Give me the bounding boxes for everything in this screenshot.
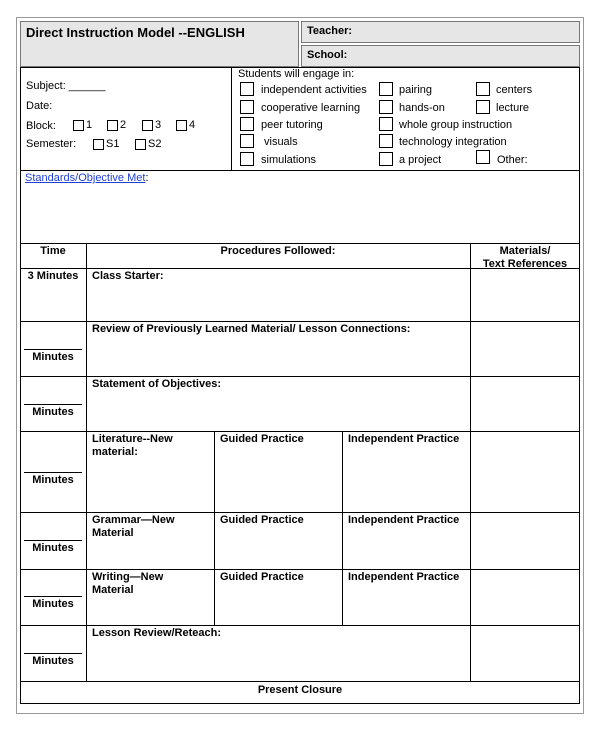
semester-s1-label: S1 — [106, 138, 120, 150]
standards-link-text[interactable]: Standards/Objective Met — [25, 172, 146, 184]
literature-label-line2: material: — [92, 446, 138, 458]
engage-option: a project — [399, 154, 442, 166]
whole-group-instruction-checkbox[interactable] — [379, 117, 393, 131]
row-divider — [20, 681, 580, 682]
engage-option: simulations — [261, 154, 317, 166]
minutes-blank-line[interactable] — [24, 596, 82, 597]
review-label: Review of Previously Learned Material/ Lesson Connections: — [92, 323, 411, 335]
minutes-blank-line[interactable] — [24, 472, 82, 473]
engage-heading: Students will engage in: — [238, 68, 355, 80]
header-row — [20, 21, 580, 67]
time-column-divider — [86, 243, 87, 681]
materials-header-line2: Text References — [482, 258, 568, 270]
engage-option: pairing — [399, 84, 433, 96]
engage-option: whole group instruction — [399, 119, 513, 131]
engage-option: lecture — [496, 102, 530, 114]
class-starter-time: 3 Minutes — [27, 270, 79, 282]
block-4-label: 4 — [189, 119, 196, 131]
hands-on-checkbox[interactable] — [379, 100, 393, 114]
engage-option: visuals — [264, 136, 298, 148]
standards-objective-link[interactable] — [25, 172, 149, 185]
present-closure-label: Present Closure — [257, 684, 343, 696]
a-project-checkbox[interactable] — [379, 152, 393, 166]
time-header: Time — [40, 245, 66, 257]
grammar-label-line1: Grammar—New — [92, 514, 175, 526]
row-divider — [20, 376, 580, 377]
subject-label: Subject: ______ — [26, 80, 106, 92]
lesson-review-label: Lesson Review/Reteach: — [92, 627, 221, 639]
teacher-label: Teacher: — [307, 25, 353, 37]
block-1-checkbox[interactable] — [73, 120, 84, 131]
school-label: School: — [307, 49, 348, 61]
independent-practice-label: Independent Practice — [348, 514, 460, 526]
block-2-label: 2 — [120, 119, 127, 131]
materials-column-divider — [470, 243, 471, 681]
class-starter-label: Class Starter: — [92, 270, 164, 282]
guided-practice-label: Guided Practice — [220, 433, 304, 445]
engage-option: centers — [496, 84, 533, 96]
procedures-header: Procedures Followed: — [220, 245, 336, 257]
independent-column-divider — [342, 431, 343, 625]
independent-activities-checkbox[interactable] — [240, 82, 254, 96]
block-3-label: 3 — [155, 119, 162, 131]
simulations-checkbox[interactable] — [240, 152, 254, 166]
writing-label-line2: Material — [92, 584, 134, 596]
independent-practice-label: Independent Practice — [348, 433, 460, 445]
engage-option: independent activities — [261, 84, 367, 96]
block-3-checkbox[interactable] — [142, 120, 153, 131]
other-checkbox[interactable] — [476, 150, 490, 164]
block-label: Block: — [26, 120, 56, 132]
engage-option: peer tutoring — [261, 119, 323, 131]
minutes-blank-line[interactable] — [24, 653, 82, 654]
minutes-label: Minutes — [32, 351, 74, 363]
guided-column-divider — [214, 431, 215, 625]
row-divider — [20, 569, 580, 570]
pairing-checkbox[interactable] — [379, 82, 393, 96]
guided-practice-label: Guided Practice — [220, 514, 304, 526]
block-2-checkbox[interactable] — [107, 120, 118, 131]
form-title: Direct Instruction Model --ENGLISH — [26, 25, 245, 40]
standards-colon: : — [145, 172, 149, 184]
row-divider — [20, 431, 580, 432]
objectives-label: Statement of Objectives: — [92, 378, 221, 390]
grammar-label-line2: Material — [92, 527, 134, 539]
row-divider — [20, 512, 580, 513]
materials-header-line1: Materials/ — [499, 245, 551, 257]
literature-label-line1: Literature--New — [92, 433, 173, 445]
semester-s2-label: S2 — [148, 138, 162, 150]
minutes-blank-line[interactable] — [24, 404, 82, 405]
engage-option: technology integration — [399, 136, 507, 148]
row-divider — [20, 321, 580, 322]
minutes-label: Minutes — [32, 542, 74, 554]
independent-practice-label: Independent Practice — [348, 571, 460, 583]
block-1-label: 1 — [86, 119, 93, 131]
minutes-blank-line[interactable] — [24, 540, 82, 541]
centers-checkbox[interactable] — [476, 82, 490, 96]
writing-label-line1: Writing—New — [92, 571, 164, 583]
engage-option: cooperative learning — [261, 102, 361, 114]
lecture-checkbox[interactable] — [476, 100, 490, 114]
minutes-label: Minutes — [32, 406, 74, 418]
info-divider — [231, 67, 232, 171]
engage-option: Other: — [497, 154, 528, 166]
semester-s2-checkbox[interactable] — [135, 139, 146, 150]
technology-integration-checkbox[interactable] — [379, 134, 393, 148]
minutes-blank-line[interactable] — [24, 349, 82, 350]
date-label: Date: — [26, 100, 53, 112]
row-divider — [20, 625, 580, 626]
cooperative-learning-checkbox[interactable] — [240, 100, 254, 114]
minutes-label: Minutes — [32, 655, 74, 667]
peer-tutoring-checkbox[interactable] — [240, 117, 254, 131]
minutes-label: Minutes — [32, 598, 74, 610]
engage-option: hands-on — [399, 102, 445, 114]
semester-s1-checkbox[interactable] — [93, 139, 104, 150]
visuals-checkbox[interactable] — [240, 134, 254, 148]
guided-practice-label: Guided Practice — [220, 571, 304, 583]
block-4-checkbox[interactable] — [176, 120, 187, 131]
minutes-label: Minutes — [32, 474, 74, 486]
semester-label: Semester: — [26, 138, 77, 150]
